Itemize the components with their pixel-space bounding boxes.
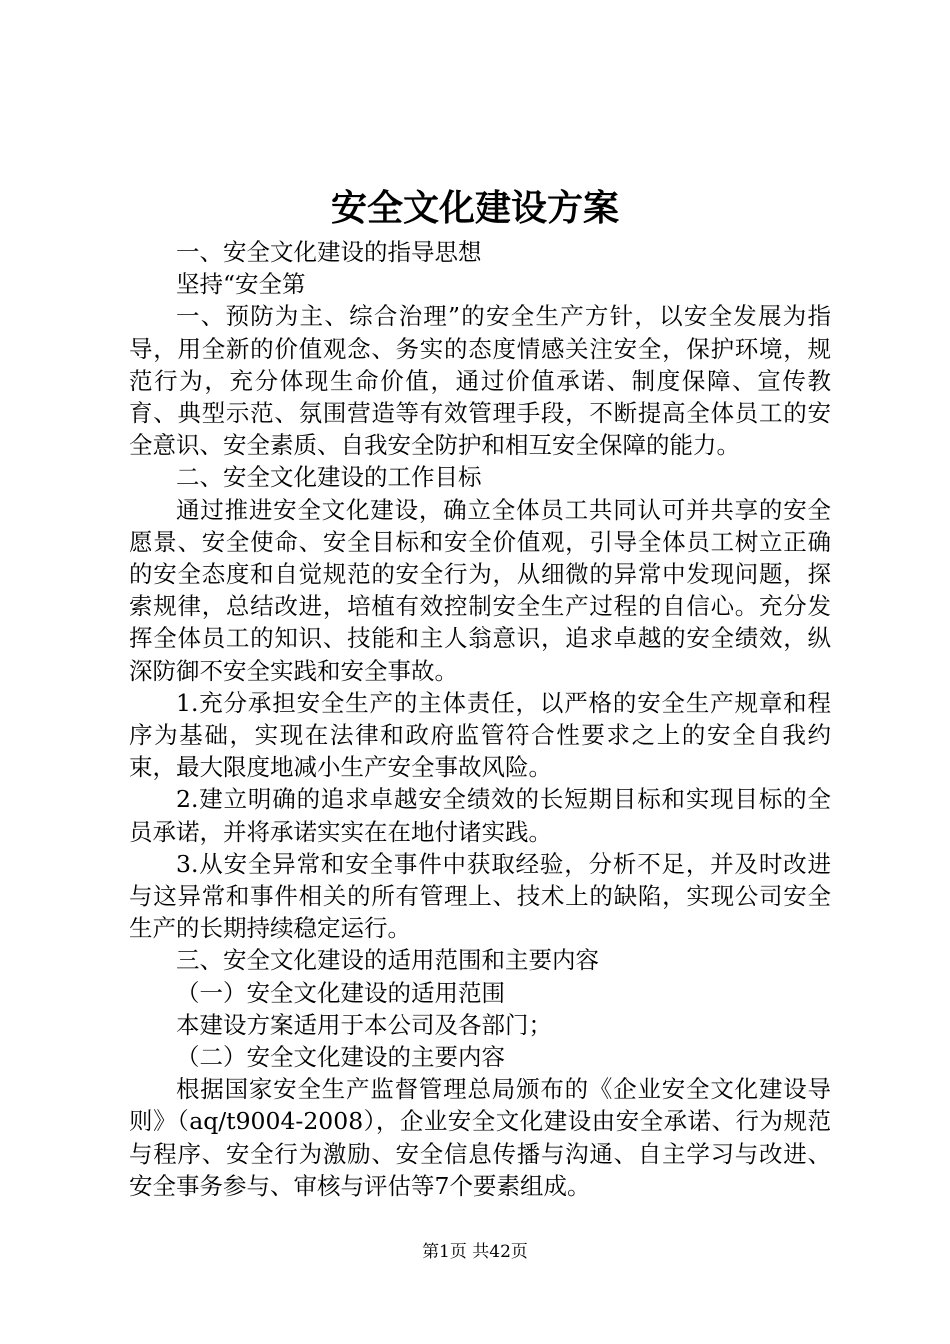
list-item: 1.充分承担安全生产的主体责任，以严格的安全生产规章和程序为基础，实现在法律和政府监管符合性要求之上的安全自我约束，最大限度地减小生产安全事故风险。 xyxy=(129,688,831,782)
list-item: 3.从安全异常和安全事件中获取经验，分析不足，并及时改进与这异常和事件相关的所有管理上、技术上的缺陷，实现公司安全生产的长期持续稳定运行。 xyxy=(129,849,831,943)
page-number-footer: 第1页 共42页 xyxy=(422,1242,528,1262)
heading-guiding-ideology: 一、安全文化建设的指导思想 xyxy=(176,238,482,266)
heading-work-objectives: 二、安全文化建设的工作目标 xyxy=(176,463,482,492)
subheading-main-content: （二）安全文化建设的主要内容 xyxy=(176,1043,505,1072)
paragraph: 坚持“安全第 xyxy=(176,270,306,299)
document-body xyxy=(129,236,831,1202)
document-title: 安全文化建设方案 xyxy=(330,187,619,229)
paragraph: 通过推进安全文化建设，确立全体员工共同认可并共享的安全愿景、安全使命、安全目标和安全价值观，引导全体员工树立正确的安全态度和自觉规范的安全行为，从细微的异常中发现问题，探索规律，总结改进，培植有效控制安全生产过程的自信心。充分发挥全体员工的知识、技能和主人翁意识，追求卓越的安全绩效，纵深防御不安全实践和安全事故。 xyxy=(129,495,831,685)
heading-scope-and-content: 三、安全文化建设的适用范围和主要内容 xyxy=(176,946,599,975)
paragraph: 根据国家安全生产监督管理总局颁布的《企业安全文化建设导则》（aq/t9004-2008），企业安全文化建设由安全承诺、行为规范与程序、安全行为激励、安全信息传播与沟通、自主学习与改进、安全事务参与、审核与评估等7个要素组成。 xyxy=(129,1075,831,1200)
paragraph: 本建设方案适用于本公司及各部门； xyxy=(176,1010,552,1039)
list-item: 2.建立明确的追求卓越安全绩效的长短期目标和实现目标的全员承诺，并将承诺实实在在地付诸实践。 xyxy=(129,785,831,846)
paragraph: 一、预防为主、综合治理”的安全生产方针，以安全发展为指导，用全新的价值观念、务实的态度情感关注安全，保护环境，规范行为，充分体现生命价值，通过价值承诺、制度保障、宣传教育、典型示范、氛围营造等有效管理手段，不断提高全体员工的安全意识、安全素质、自我安全防护和相互安全保障的能力。 xyxy=(129,302,831,460)
subheading-scope: （一）安全文化建设的适用范围 xyxy=(176,978,505,1007)
